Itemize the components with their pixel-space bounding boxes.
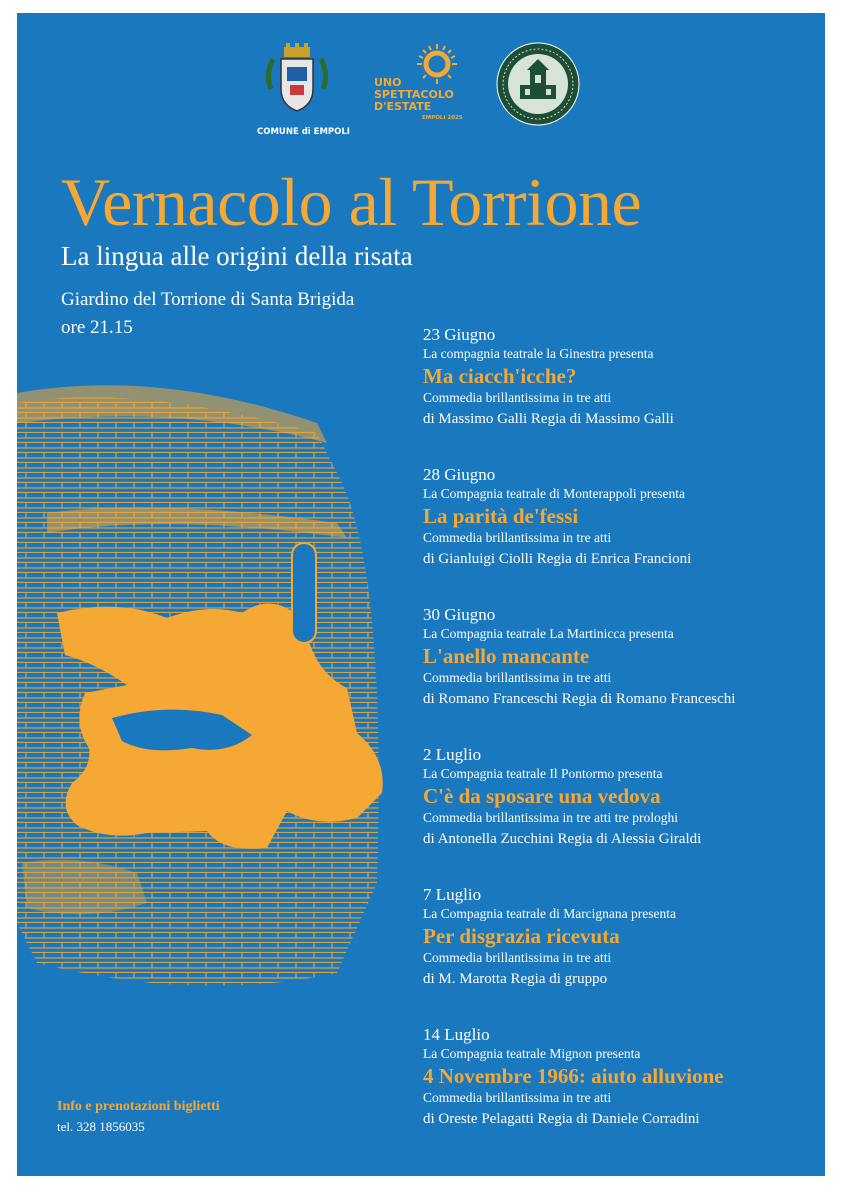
spettacolo-line2: SPETTACOLO: [374, 88, 454, 101]
phone-number[interactable]: tel. 328 1856035: [57, 1119, 145, 1134]
event-genre: Commedia brillantissima in tre atti: [423, 1090, 612, 1105]
event-date: 30 Giugno: [423, 605, 496, 624]
logo-bar: [17, 41, 825, 141]
spettacolo-logo: [372, 43, 472, 133]
event-credits: di Massimo Galli Regia di Massimo Galli: [423, 411, 674, 427]
event-title: L'anello mancante: [423, 644, 590, 668]
event-item: [423, 745, 813, 885]
event-item: [423, 885, 813, 1025]
event-title: Per disgrazia ricevuta: [423, 924, 620, 948]
event-company: La Compagnia teatrale La Martinicca presenta: [423, 626, 674, 641]
spettacolo-line1: UNO: [374, 76, 402, 89]
event-credits: di M. Marotta Regia di gruppo: [423, 971, 608, 987]
event-company: La Compagnia teatrale di Marcignana presenta: [423, 906, 677, 921]
event-item: [423, 325, 813, 465]
event-company: La compagnia teatrale la Ginestra presenta: [423, 346, 654, 361]
event-credits: di Gianluigi Ciolli Regia di Enrica Francioni: [423, 551, 692, 567]
venue-text: Giardino del Torrione di Santa Brigida: [61, 289, 355, 310]
event-date: 23 Giugno: [423, 325, 496, 344]
info-label: Info e prenotazioni biglietti: [57, 1099, 220, 1114]
event-date: 2 Luglio: [423, 745, 482, 764]
spettacolo-line3: D'ESTATE: [374, 100, 432, 113]
tower-illustration: [17, 363, 427, 1003]
seal-logo: [495, 41, 581, 127]
time-text: ore 21.15: [61, 317, 133, 338]
event-item: [423, 605, 813, 745]
event-item: [423, 1025, 813, 1165]
event-date: 14 Luglio: [423, 1025, 490, 1044]
spettacolo-line4: EMPOLI 2025: [422, 115, 463, 121]
event-item: [423, 465, 813, 605]
comune-logo: [257, 41, 350, 137]
event-genre: Commedia brillantissima in tre atti: [423, 530, 612, 545]
comune-label: COMUNE di EMPOLI: [257, 127, 350, 137]
association-seal-icon: [495, 41, 581, 127]
poster: [17, 13, 825, 1176]
info-block: [57, 1099, 220, 1135]
event-credits: di Antonella Zucchini Regia di Alessia Giraldi: [423, 831, 702, 847]
event-title: 4 Novembre 1966: aiuto alluvione: [423, 1064, 724, 1088]
event-company: La Compagnia teatrale di Monterappoli presenta: [423, 486, 686, 501]
event-genre: Commedia brillantissima in tre atti tre prologhi: [423, 810, 678, 825]
event-company: La Compagnia teatrale Il Pontormo presenta: [423, 766, 663, 781]
event-title: C'è da sposare una vedova: [423, 784, 661, 808]
event-company: La Compagnia teatrale Mignon presenta: [423, 1046, 641, 1061]
coat-of-arms-icon: [257, 41, 337, 121]
event-genre: Commedia brillantissima in tre atti: [423, 390, 612, 405]
page-subtitle: La lingua alle origini della risata: [61, 241, 413, 271]
event-title: La parità de'fessi: [423, 504, 579, 528]
event-credits: di Oreste Pelagatti Regia di Daniele Corradini: [423, 1111, 700, 1127]
event-genre: Commedia brillantissima in tre atti: [423, 670, 612, 685]
event-list: [423, 325, 813, 1165]
event-credits: di Romano Franceschi Regia di Romano Franceschi: [423, 691, 736, 707]
event-genre: Commedia brillantissima in tre atti: [423, 950, 612, 965]
event-title: Ma ciacch'icche?: [423, 364, 577, 388]
event-date: 28 Giugno: [423, 465, 496, 484]
event-date: 7 Luglio: [423, 885, 482, 904]
page-title: Vernacolo al Torrione: [61, 164, 642, 240]
